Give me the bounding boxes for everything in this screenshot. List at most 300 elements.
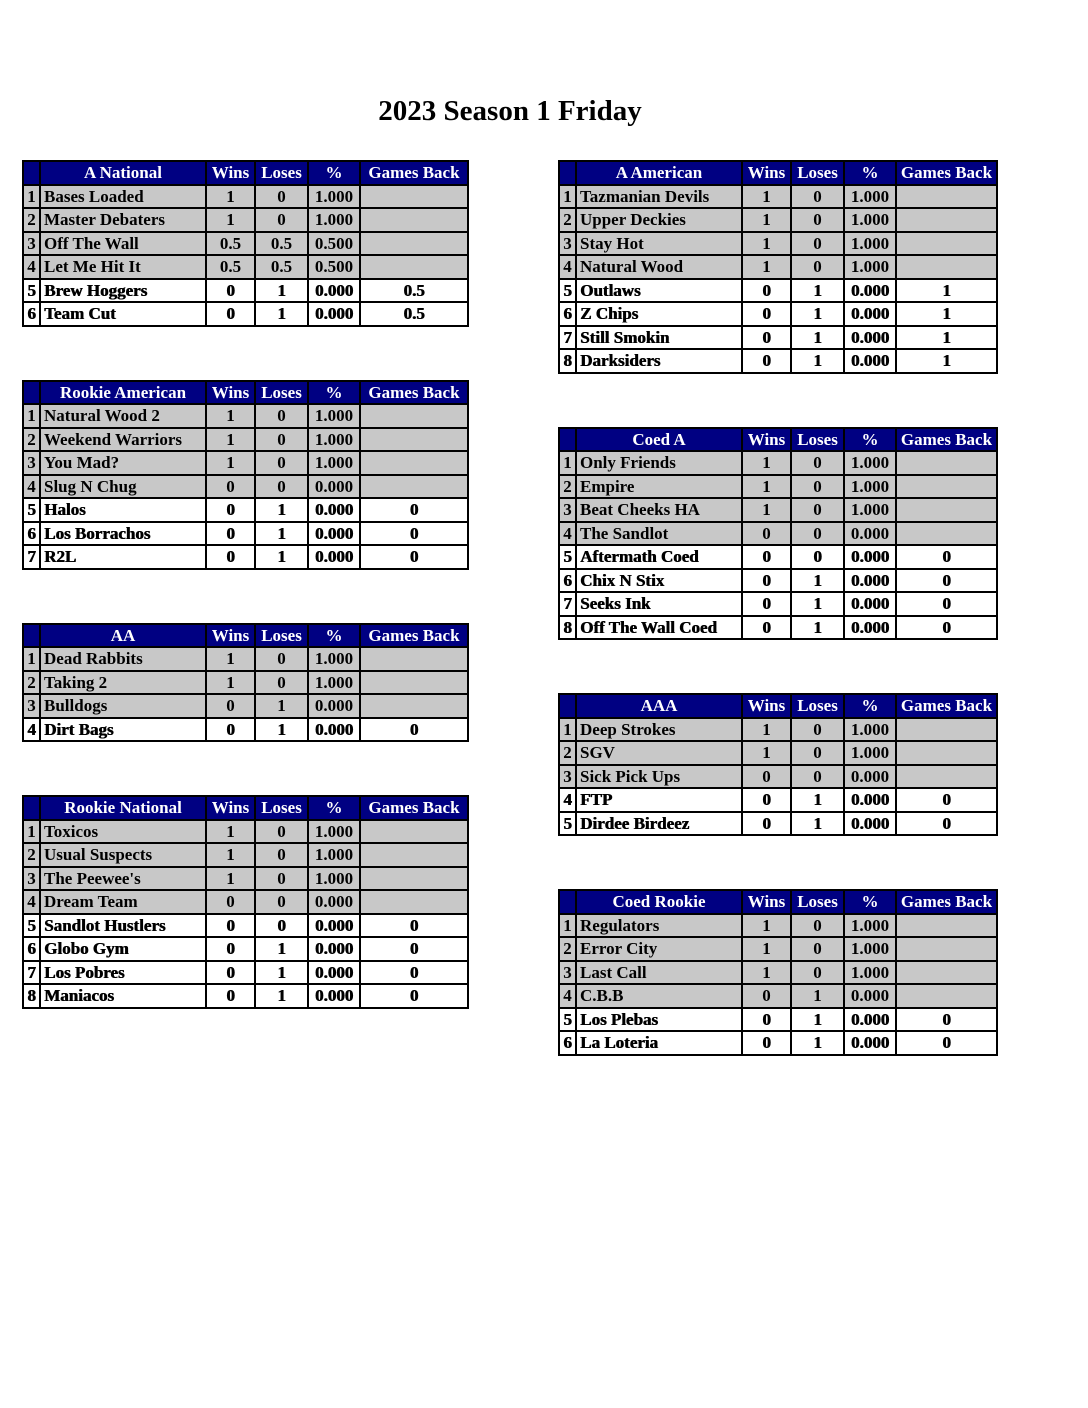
team-name-cell: Dirt Bags (40, 718, 206, 742)
team-name-cell: La Loteria (576, 1031, 742, 1055)
pct-cell: 1.000 (308, 208, 360, 232)
wins-cell: 0 (206, 302, 255, 326)
table-row (23, 185, 468, 209)
table-row (559, 718, 997, 742)
rank-cell: 7 (559, 592, 576, 616)
games-back-header: Games Back (896, 890, 997, 914)
wins-header: Wins (206, 161, 255, 185)
team-name-cell: Only Friends (576, 451, 742, 475)
loses-cell: 1 (791, 788, 844, 812)
games-back-cell: 0 (896, 788, 997, 812)
header-row (23, 381, 468, 405)
loses-cell: 1 (255, 694, 308, 718)
pct-cell: 1.000 (308, 671, 360, 695)
pct-cell: 0.000 (844, 522, 896, 546)
pct-cell: 0.000 (308, 475, 360, 499)
team-name-cell: Upper Deckies (576, 208, 742, 232)
wins-cell: 0 (206, 498, 255, 522)
team-name-cell: SGV (576, 741, 742, 765)
pct-cell: 1.000 (844, 914, 896, 938)
pct-cell: 0.000 (844, 788, 896, 812)
pct-cell: 1.000 (844, 498, 896, 522)
pct-cell: 0.000 (308, 890, 360, 914)
header-row (559, 694, 997, 718)
wins-cell: 1 (742, 914, 791, 938)
pct-cell: 0.000 (844, 1031, 896, 1055)
wins-cell: 0 (206, 914, 255, 938)
pct-cell: 0.000 (308, 522, 360, 546)
pct-cell: 0.000 (844, 984, 896, 1008)
team-name-cell: Stay Hot (576, 232, 742, 256)
loses-cell: 0 (791, 522, 844, 546)
table-row (559, 326, 997, 350)
pct-cell: 1.000 (308, 428, 360, 452)
wins-cell: 0 (742, 1008, 791, 1032)
pct-cell: 0.000 (308, 302, 360, 326)
loses-cell: 1 (791, 1008, 844, 1032)
games-back-cell: 0 (360, 718, 468, 742)
games-back-cell (896, 185, 997, 209)
pct-cell: 0.000 (844, 545, 896, 569)
wins-cell: 1 (742, 451, 791, 475)
team-name-cell: Aftermath Coed (576, 545, 742, 569)
rank-cell: 5 (559, 812, 576, 836)
games-back-cell: 0 (896, 569, 997, 593)
pct-cell: 0.000 (844, 326, 896, 350)
pct-cell: 1.000 (844, 961, 896, 985)
games-back-cell (360, 843, 468, 867)
table-row (559, 498, 997, 522)
team-name-cell: Los Plebas (576, 1008, 742, 1032)
rank-cell: 8 (559, 616, 576, 640)
pct-cell: 1.000 (844, 475, 896, 499)
table-row (559, 592, 997, 616)
standings-table-a-national (22, 160, 469, 327)
standings-table-aaa (558, 693, 998, 836)
wins-cell: 0 (206, 694, 255, 718)
wins-cell: 1 (206, 820, 255, 844)
table-row (559, 208, 997, 232)
wins-cell: 0 (206, 718, 255, 742)
games-back-cell (896, 984, 997, 1008)
wins-cell: 0 (742, 522, 791, 546)
wins-header: Wins (206, 624, 255, 648)
loses-cell: 0 (255, 671, 308, 695)
pct-cell: 0.500 (308, 232, 360, 256)
table-row (559, 765, 997, 789)
loses-cell: 0 (791, 232, 844, 256)
rank-cell: 7 (23, 545, 40, 569)
pct-cell: 0.000 (844, 302, 896, 326)
team-name-cell: Z Chips (576, 302, 742, 326)
games-back-cell (360, 185, 468, 209)
division-name: Rookie National (40, 796, 206, 820)
wins-cell: 0 (206, 984, 255, 1008)
games-back-cell: 0 (360, 498, 468, 522)
loses-cell: 0 (791, 937, 844, 961)
wins-header: Wins (742, 694, 791, 718)
team-name-cell: Outlaws (576, 279, 742, 303)
team-name-cell: Dirdee Birdeez (576, 812, 742, 836)
table-row (559, 451, 997, 475)
rank-cell: 3 (23, 694, 40, 718)
team-name-cell: Globo Gym (40, 937, 206, 961)
rank-cell: 4 (559, 255, 576, 279)
team-name-cell: Bulldogs (40, 694, 206, 718)
wins-cell: 0 (742, 592, 791, 616)
loses-cell: 0 (791, 961, 844, 985)
pct-header: % (308, 161, 360, 185)
table-row (559, 788, 997, 812)
pct-cell: 1.000 (308, 867, 360, 891)
rank-header (23, 624, 40, 648)
wins-cell: 1 (206, 208, 255, 232)
team-name-cell: Usual Suspects (40, 843, 206, 867)
rank-header (559, 890, 576, 914)
pct-cell: 0.000 (308, 961, 360, 985)
loses-cell: 1 (255, 984, 308, 1008)
division-name: Rookie American (40, 381, 206, 405)
pct-header: % (308, 624, 360, 648)
wins-cell: 1 (742, 498, 791, 522)
rank-cell: 2 (23, 208, 40, 232)
standings-table-coed-a (558, 427, 998, 641)
table-row (559, 961, 997, 985)
team-name-cell: Seeks Ink (576, 592, 742, 616)
rank-cell: 3 (23, 451, 40, 475)
games-back-cell: 1 (896, 326, 997, 350)
loses-cell: 0 (255, 820, 308, 844)
rank-header (559, 694, 576, 718)
pct-cell: 1.000 (308, 451, 360, 475)
table-row (23, 475, 468, 499)
games-back-cell: 0 (896, 545, 997, 569)
team-name-cell: Empire (576, 475, 742, 499)
loses-cell: 0 (255, 890, 308, 914)
table-row (23, 890, 468, 914)
rank-cell: 4 (23, 890, 40, 914)
team-name-cell: Sandlot Hustlers (40, 914, 206, 938)
pct-cell: 0.000 (308, 694, 360, 718)
rank-header (559, 161, 576, 185)
games-back-header: Games Back (360, 381, 468, 405)
division-name: Coed Rookie (576, 890, 742, 914)
team-name-cell: You Mad? (40, 451, 206, 475)
standings-table-a-american (558, 160, 998, 374)
loses-cell: 0 (791, 718, 844, 742)
pct-cell: 1.000 (308, 820, 360, 844)
games-back-cell: 0 (360, 522, 468, 546)
header-row (559, 428, 997, 452)
team-name-cell: Last Call (576, 961, 742, 985)
loses-cell: 0 (255, 208, 308, 232)
rank-cell: 6 (559, 302, 576, 326)
wins-header: Wins (742, 428, 791, 452)
rank-cell: 3 (559, 498, 576, 522)
games-back-cell (360, 428, 468, 452)
games-back-cell: 0 (896, 812, 997, 836)
table-row (559, 984, 997, 1008)
pct-cell: 1.000 (844, 718, 896, 742)
rank-header (23, 161, 40, 185)
games-back-cell (896, 741, 997, 765)
wins-cell: 0 (206, 475, 255, 499)
loses-cell: 0 (791, 765, 844, 789)
table-row (23, 404, 468, 428)
loses-cell: 0.5 (255, 255, 308, 279)
loses-cell: 0 (255, 914, 308, 938)
rank-cell: 4 (559, 522, 576, 546)
wins-cell: 1 (742, 185, 791, 209)
table-row (23, 647, 468, 671)
team-name-cell: Bases Loaded (40, 185, 206, 209)
games-back-cell (360, 255, 468, 279)
table-row (559, 185, 997, 209)
wins-cell: 1 (742, 255, 791, 279)
loses-cell: 1 (791, 592, 844, 616)
header-row (559, 161, 997, 185)
loses-cell: 0 (255, 185, 308, 209)
table-row (559, 569, 997, 593)
rank-cell: 1 (559, 451, 576, 475)
loses-cell: 0 (255, 404, 308, 428)
table-row (23, 914, 468, 938)
table-row (23, 208, 468, 232)
games-back-cell: 0 (896, 1031, 997, 1055)
rank-cell: 5 (559, 279, 576, 303)
games-back-cell: 0 (360, 984, 468, 1008)
loses-cell: 0 (255, 867, 308, 891)
team-name-cell: Still Smokin (576, 326, 742, 350)
games-back-cell: 0 (360, 545, 468, 569)
table-row (559, 1031, 997, 1055)
table-row (23, 232, 468, 256)
standings-table-rookie-national (22, 795, 469, 1009)
rank-cell: 3 (23, 232, 40, 256)
rank-cell: 6 (559, 1031, 576, 1055)
loses-cell: 1 (791, 1031, 844, 1055)
wins-cell: 1 (206, 671, 255, 695)
pct-header: % (844, 428, 896, 452)
table-row (559, 937, 997, 961)
loses-cell: 1 (255, 522, 308, 546)
division-name: A National (40, 161, 206, 185)
division-name: Coed A (576, 428, 742, 452)
rank-cell: 3 (559, 232, 576, 256)
rank-cell: 2 (559, 741, 576, 765)
rank-cell: 1 (23, 185, 40, 209)
pct-cell: 0.000 (844, 812, 896, 836)
loses-header: Loses (255, 624, 308, 648)
pct-cell: 1.000 (844, 255, 896, 279)
wins-cell: 0 (742, 569, 791, 593)
loses-cell: 1 (255, 279, 308, 303)
team-name-cell: Team Cut (40, 302, 206, 326)
pct-header: % (308, 381, 360, 405)
rank-cell: 2 (23, 843, 40, 867)
loses-cell: 0 (255, 475, 308, 499)
pct-cell: 0.000 (308, 279, 360, 303)
pct-cell: 1.000 (844, 185, 896, 209)
table-row (23, 255, 468, 279)
team-name-cell: Sick Pick Ups (576, 765, 742, 789)
rank-cell: 4 (559, 984, 576, 1008)
wins-cell: 0 (206, 961, 255, 985)
team-name-cell: FTP (576, 788, 742, 812)
loses-cell: 1 (791, 812, 844, 836)
table-row (559, 522, 997, 546)
table-row (23, 718, 468, 742)
rank-header (23, 796, 40, 820)
wins-cell: 1 (742, 937, 791, 961)
wins-cell: 0 (206, 937, 255, 961)
loses-cell: 1 (255, 498, 308, 522)
rank-cell: 4 (23, 718, 40, 742)
wins-cell: 1 (206, 867, 255, 891)
games-back-cell (896, 451, 997, 475)
wins-cell: 1 (742, 718, 791, 742)
pct-cell: 1.000 (308, 843, 360, 867)
pct-cell: 0.000 (844, 765, 896, 789)
rank-cell: 4 (559, 788, 576, 812)
pct-cell: 1.000 (844, 232, 896, 256)
rank-cell: 3 (559, 961, 576, 985)
games-back-cell (896, 475, 997, 499)
wins-cell: 1 (742, 961, 791, 985)
loses-cell: 1 (791, 349, 844, 373)
wins-cell: 0 (206, 279, 255, 303)
pct-cell: 0.000 (308, 914, 360, 938)
rank-cell: 1 (23, 820, 40, 844)
games-back-cell: 0.5 (360, 279, 468, 303)
rank-cell: 4 (23, 475, 40, 499)
pct-cell: 1.000 (308, 185, 360, 209)
table-row (23, 522, 468, 546)
games-back-header: Games Back (896, 428, 997, 452)
pct-header: % (844, 161, 896, 185)
games-back-cell: 0.5 (360, 302, 468, 326)
games-back-cell (896, 961, 997, 985)
loses-header: Loses (791, 694, 844, 718)
pct-cell: 0.000 (844, 592, 896, 616)
pct-cell: 0.000 (844, 279, 896, 303)
right-column (558, 160, 998, 1109)
loses-cell: 1 (255, 545, 308, 569)
rank-cell: 7 (559, 326, 576, 350)
rank-header (23, 381, 40, 405)
rank-cell: 5 (559, 1008, 576, 1032)
games-back-cell (360, 232, 468, 256)
table-row (23, 820, 468, 844)
team-name-cell: Beat Cheeks HA (576, 498, 742, 522)
games-back-cell: 0 (360, 937, 468, 961)
pct-cell: 0.000 (844, 569, 896, 593)
wins-cell: 1 (742, 741, 791, 765)
loses-cell: 0 (791, 475, 844, 499)
team-name-cell: Dead Rabbits (40, 647, 206, 671)
rank-cell: 1 (23, 647, 40, 671)
games-back-cell: 1 (896, 279, 997, 303)
team-name-cell: Deep Strokes (576, 718, 742, 742)
games-back-cell: 0 (896, 1008, 997, 1032)
games-back-cell: 1 (896, 349, 997, 373)
table-row (23, 428, 468, 452)
games-back-cell (896, 718, 997, 742)
wins-header: Wins (206, 381, 255, 405)
games-back-cell (360, 647, 468, 671)
team-name-cell: Los Borrachos (40, 522, 206, 546)
loses-header: Loses (255, 381, 308, 405)
loses-cell: 0 (791, 185, 844, 209)
loses-header: Loses (791, 428, 844, 452)
rank-cell: 5 (23, 914, 40, 938)
rank-cell: 1 (559, 185, 576, 209)
games-back-cell (360, 404, 468, 428)
wins-cell: 0 (742, 812, 791, 836)
loses-cell: 1 (255, 718, 308, 742)
pct-cell: 0.000 (308, 498, 360, 522)
loses-cell: 1 (791, 984, 844, 1008)
loses-cell: 0 (791, 255, 844, 279)
pct-header: % (308, 796, 360, 820)
games-back-header: Games Back (360, 624, 468, 648)
games-back-cell (360, 671, 468, 695)
wins-cell: 0 (206, 890, 255, 914)
table-row (23, 984, 468, 1008)
rank-cell: 2 (23, 671, 40, 695)
rank-header (559, 428, 576, 452)
pct-cell: 1.000 (844, 208, 896, 232)
team-name-cell: Darksiders (576, 349, 742, 373)
pct-cell: 0.000 (844, 349, 896, 373)
loses-cell: 0 (791, 208, 844, 232)
table-row (23, 302, 468, 326)
games-back-cell (360, 208, 468, 232)
wins-cell: 0 (742, 765, 791, 789)
games-back-cell (896, 232, 997, 256)
pct-cell: 0.000 (308, 718, 360, 742)
wins-cell: 0.5 (206, 255, 255, 279)
wins-cell: 0 (742, 349, 791, 373)
pct-cell: 1.000 (844, 937, 896, 961)
wins-cell: 0 (206, 545, 255, 569)
loses-cell: 0 (791, 914, 844, 938)
loses-header: Loses (791, 890, 844, 914)
team-name-cell: Brew Hoggers (40, 279, 206, 303)
pct-header: % (844, 890, 896, 914)
rank-cell: 8 (559, 349, 576, 373)
team-name-cell: Natural Wood 2 (40, 404, 206, 428)
loses-cell: 1 (791, 326, 844, 350)
games-back-cell: 0 (896, 616, 997, 640)
wins-cell: 1 (206, 185, 255, 209)
pct-cell: 1.000 (844, 451, 896, 475)
loses-cell: 1 (791, 616, 844, 640)
rank-cell: 5 (23, 279, 40, 303)
games-back-header: Games Back (896, 694, 997, 718)
rank-cell: 2 (559, 937, 576, 961)
wins-cell: 0 (742, 302, 791, 326)
table-row (559, 232, 997, 256)
pct-cell: 0.000 (308, 984, 360, 1008)
rank-cell: 3 (23, 867, 40, 891)
rank-cell: 8 (23, 984, 40, 1008)
team-name-cell: Weekend Warriors (40, 428, 206, 452)
table-row (559, 475, 997, 499)
wins-cell: 0 (742, 1031, 791, 1055)
wins-header: Wins (742, 161, 791, 185)
loses-cell: 0 (791, 498, 844, 522)
